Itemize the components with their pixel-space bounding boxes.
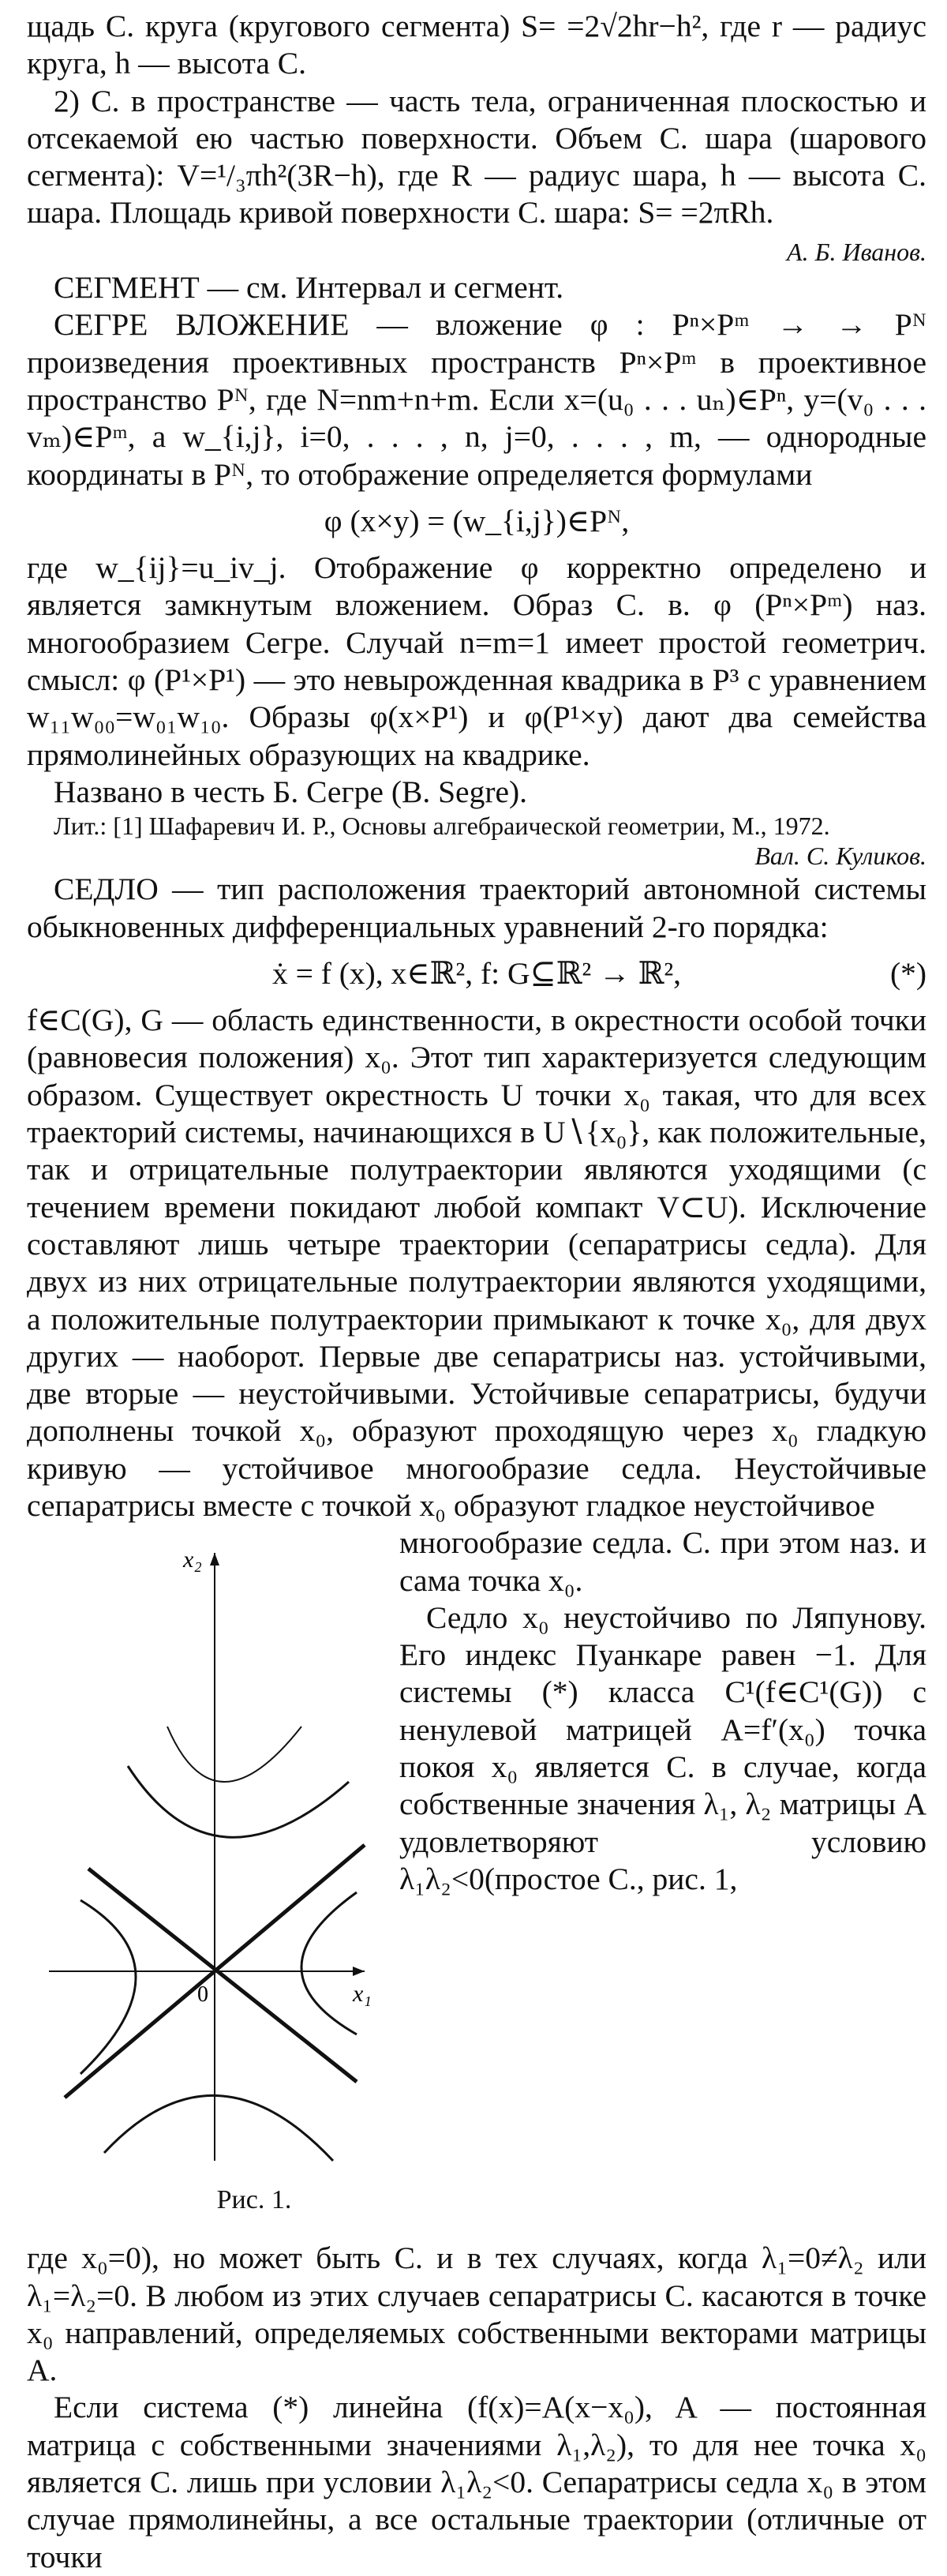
entry-segre-embedding: СЕГРЕ ВЛОЖЕНИЕ — вложение φ : Pⁿ×Pᵐ → → Pᴺ произведения проективных пространств Pⁿ×Pᵐ в проективное пространство Pᴺ, где N=nm+n+m. Если x=(u₀ . . . uₙ)∈Pⁿ, y=(v₀ . . . vₘ)∈Pᵐ, а w_{i,j}, i=0, . . . , n, j=0, . . . , m, — однородные координаты в Pᴺ, то отображение определяется формулами	[27, 307, 926, 492]
paragraph-saddle-degenerate: где x₀=0), но может быть С. и в тех случаях, когда λ₁=0≠λ₂ или λ₁=λ₂=0. В любом из этих случаев сепаратрисы С. касаются в точке x₀ направлений, определяемых собственными векторами матрицы A.	[27, 2240, 926, 2388]
trajectory-left	[80, 1900, 136, 2074]
signature-kulikov: Вал. С. Куликов.	[754, 842, 926, 871]
x2-arrowhead	[210, 1553, 219, 1565]
signature-ivanov: А. Б. Иванов.	[787, 237, 926, 266]
trajectory-bottom	[104, 2096, 333, 2162]
paragraph-saddle-manifold: многообразие седла. С. при этом наз. и сама точка x₀.	[399, 1525, 926, 1598]
figure-caption: Рис. 1.	[216, 2185, 292, 2215]
paragraph-linear-system: Если система (*) линейна (f(x)=A(x−x₀), A — постоянная матрица с собственными значениями λ₁,λ₂), то для нее точка x₀ является С. лишь при условии λ₁λ₂<0. Сепаратрисы седла x₀ в этом случае прямолинейны, а все остальные траектории (отличные от точки	[27, 2390, 926, 2574]
entry-saddle: СЕДЛО — тип расположения траекторий автономной системы обыкновенных дифференциальных уравнений 2-го порядка:	[27, 872, 926, 944]
x1-arrowhead	[353, 1967, 365, 1976]
formula-autonomous-system: ẋ = f (x), x∈ℝ², f: G⊆ℝ² → ℝ², (*)	[27, 955, 926, 992]
origin-label: 0	[197, 1982, 208, 2008]
paragraph-saddle-lyapunov: Седло x₀ неустойчиво по Ляпунову. Его индекс Пуанкаре равен −1. Для системы (*) класса C¹(f∈C¹(G)) с ненулевой матрицей A=f′(x₀) точка покоя x₀ является С. в случае, когда собственные значения λ₁, λ₂ матрицы A удовлетворяют условию λ₁λ₂<0(простое С., рис. 1,	[399, 1599, 926, 1896]
paragraph-segment-circle-area: щадь С. круга (кругового сегмента) S= =2√2hr−h², где r — радиус круга, h — высота С.	[27, 9, 926, 81]
paragraph-saddle-definition: f∈C(G), G — область единственности, в окрестности особой точки (равновесия положения) x₀. Этот тип характеризуется следующим образом. Существует окрестность U точки x₀ такая, что для всех траекторий системы, начинающихся в U∖{x₀}, как положительные, так и отрицательные полутраектории являются уходящими (с течением времени покидают любой компакт V⊂U). Исключение составляют лишь четыре траектории (сепаратрисы седла). Для двух из них отрицательные полутраектории являются уходящими, а положительные полутраектории примыкают к точке x₀, для двух других — наоборот. Первые две сепаратрисы наз. устойчивыми, две вторые — неустойчивыми. Устойчивые сепаратрисы, будучи дополнены точкой x₀, образуют проходящую через x₀ гладкую кривую — устойчивое многообразие седла. Неустойчивые сепаратрисы вместе с точкой x₀ образуют гладкое неустойчивое	[27, 1003, 926, 1523]
entry-segment-xref: СЕГМЕНТ — см. Интервал и сегмент.	[54, 270, 564, 306]
x2-axis-label: x₂	[183, 1547, 202, 1573]
formula-segre-map: φ (x×y) = (w_{i,j})∈Pᴺ,	[324, 503, 630, 538]
trajectory-right	[301, 1892, 357, 2034]
trajectory-top	[128, 1766, 349, 1837]
trajectory-top-outer	[167, 1727, 301, 1782]
literature-reference: Лит.: [1] Шафаревич И. Р., Основы алгебраической геометрии, М., 1972. Вал. С. Куликов.	[54, 812, 926, 871]
paragraph-segment-space: 2) С. в пространстве — часть тела, ограниченная плоскостью и отсекаемой ею частью поверхности. Объем С. шара (шарового сегмента): V=¹/₃πh²(3R−h), где R — радиус шара, h — высота С. шара. Площадь кривой поверхности С. шара: S= =2πRh.	[27, 83, 926, 231]
paragraph-named-after: Названо в честь Б. Сегре (B. Segre).	[54, 774, 528, 809]
unstable-separatrix	[88, 1869, 357, 2082]
equation-number: (*)	[889, 955, 926, 991]
saddle-diagram	[33, 1529, 380, 2177]
paragraph-segre-variety: где w_{ij}=u_iv_j. Отображение φ корректно определено и является замкнутым вложением. Образ С. в. φ (Pⁿ×Pᵐ) наз. многообразием Сегре. Случай n=m=1 имеет простой геометрич. смысл: φ (P¹×P¹) — это невырожденная квадрика в P³ с уравнением w₁₁w₀₀=w₀₁w₁₀. Образы φ(x×P¹) и φ(P¹×y) дают два семейства прямолинейных образующих на квадрике.	[27, 550, 926, 772]
figure-saddle-phase-portrait	[33, 1529, 380, 2240]
x1-axis-label: x₁	[353, 1981, 372, 2008]
